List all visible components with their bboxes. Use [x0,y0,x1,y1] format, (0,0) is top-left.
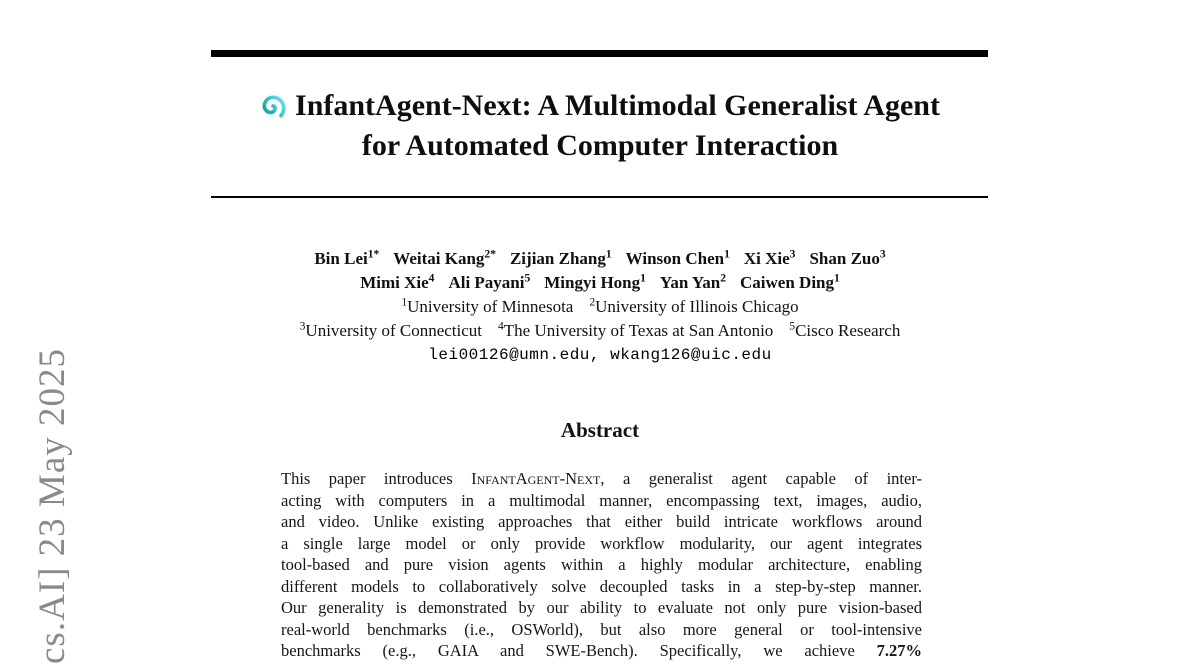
paper-title [0,86,1200,166]
author-name: Mimi Xie$^4$ [360,271,435,292]
title-line-2: for Automated Computer Interaction [361,129,839,162]
abstract-heading: Abstract [560,418,640,442]
author-name: Winson Chen$^1$ [625,247,730,268]
affiliation: $^1$University of Minnesota [401,295,574,316]
title-line-1: InfantAgent-Next: A Multimodal Generalist Agent [295,89,940,122]
author-name: Xi Xie$^3$ [743,247,796,268]
affiliation: $^5$Cisco Research [789,319,901,340]
affiliations-row-2 [0,319,1200,343]
spiral-logo-icon [260,93,286,119]
abstract-line: a single large model or only provide workflow modularity, our agent integrates [281,533,922,553]
affiliation: $^2$University of Illinois Chicago [589,295,799,316]
abstract-line: Our generality is demonstrated by our ability to evaluate not only pure vision-based [281,598,922,617]
affiliation: $^4$The University of Texas at San Antonio [498,319,774,340]
abstract-text [281,468,922,662]
author-name: Zijian Zhang$^1$ [509,247,612,268]
affiliation: $^3$University of Connecticut [299,319,482,340]
author-name: Shan Zuo$^3$ [809,247,886,268]
abstract-line: and video. Unlike existing approaches that either build intricate workflows around [281,512,922,531]
abstract-line: different models to collaboratively solve decoupled tasks in a step-by-step manner. [281,576,922,596]
arxiv-watermark: cs.AI] 23 May 2025 [32,347,73,664]
author-name: Mingyi Hong$^1$ [544,271,646,292]
title-rule [211,196,988,198]
abstract-line: real-world benchmarks (i.e., OSWorld), but also more general or tool-intensive [281,619,922,639]
author-name: Caiwen Ding$^1$ [740,271,840,292]
author-block [0,247,1200,367]
author-name: Yan Yan$^2$ [659,271,727,292]
author-emails: lei00126@umn.edu, wkang126@uic.edu [428,346,772,364]
title-line-1-wrap [0,86,1200,126]
author-name: Bin Lei$^{1*}$ [314,247,380,268]
abstract-line: benchmarks (e.g., GAIA and SWE-Bench). Specifically, we achieve 7.27% [281,641,922,660]
abstract-line: tool-based and pure vision agents within a highly modular architecture, enabling [281,555,922,574]
author-name: Ali Payani$^5$ [448,271,531,292]
abstract-line: acting with computers in a multimodal manner, encompassing text, images, audio, [281,490,922,510]
abstract-line: This paper introduces InfantAgent-Next, a generalist agent capable of inter- [281,469,922,488]
authors-row-1 [0,247,1200,271]
affiliations-row-1 [0,295,1200,319]
top-rule [211,50,988,57]
authors-row-2 [0,271,1200,295]
author-name: Weitai Kang$^{2*}$ [393,247,496,268]
